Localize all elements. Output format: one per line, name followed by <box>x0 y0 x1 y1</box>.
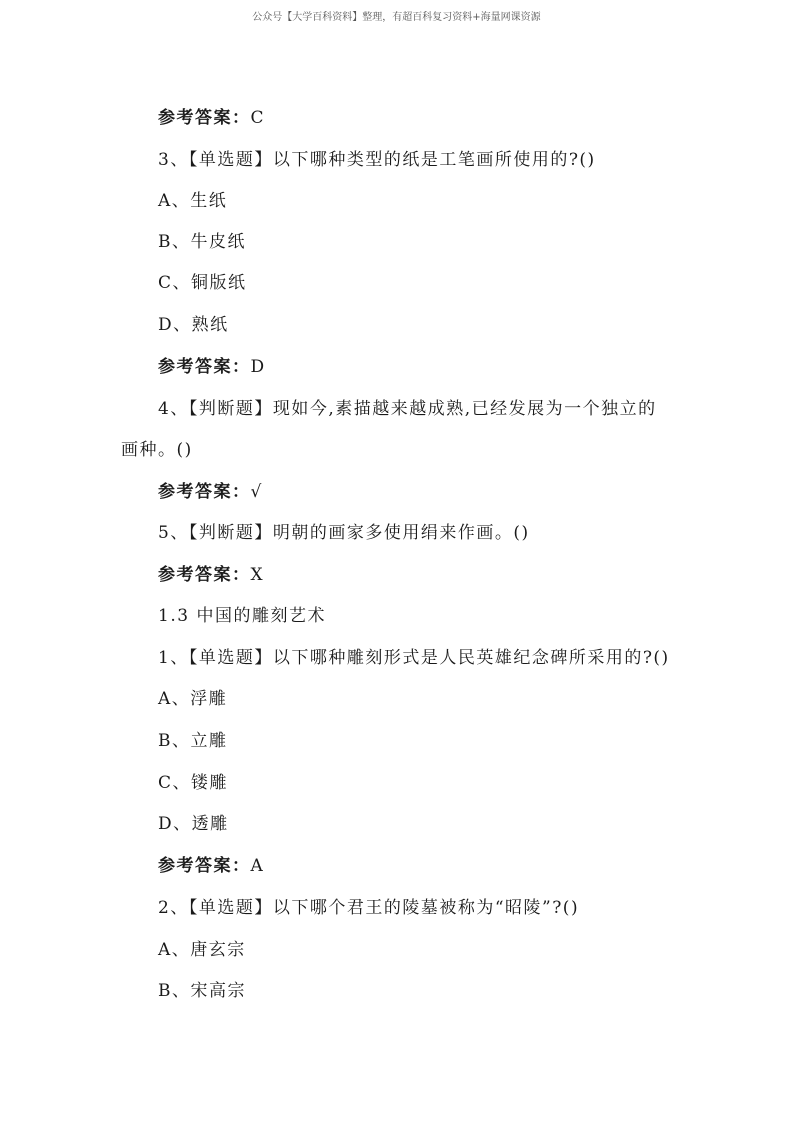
answer-label: 参考答案： <box>158 482 251 502</box>
answer-line <box>158 482 263 502</box>
option-b: B、宋高宗 <box>158 981 246 1001</box>
option-c: C、铜版纸 <box>158 273 247 293</box>
answer-value: X <box>250 565 265 585</box>
question-5: 5、【判断题】明朝的画家多使用绢来作画。() <box>158 523 530 543</box>
answer-value: √ <box>250 482 263 502</box>
question-s1: 1、【单选题】以下哪种雕刻形式是人民英雄纪念碑所采用的?() <box>158 648 670 668</box>
answer-line <box>158 357 266 377</box>
answer-label: 参考答案： <box>158 357 251 377</box>
option-a: A、浮雕 <box>158 689 228 709</box>
option-c: C、镂雕 <box>158 773 229 793</box>
option-d: D、熟纸 <box>158 315 229 335</box>
answer-line <box>158 108 265 128</box>
answer-value: C <box>250 108 266 128</box>
option-a: A、唐玄宗 <box>158 940 246 960</box>
section-heading: 1.3 中国的雕刻艺术 <box>158 606 326 626</box>
option-b: B、立雕 <box>158 731 228 751</box>
option-d: D、透雕 <box>158 814 229 834</box>
option-a: A、生纸 <box>158 191 228 211</box>
option-b: B、牛皮纸 <box>158 232 246 252</box>
answer-label: 参考答案： <box>158 856 251 876</box>
question-3: 3、【单选题】以下哪种类型的纸是工笔画所使用的?() <box>158 150 596 170</box>
answer-line <box>158 565 264 585</box>
answer-label: 参考答案： <box>158 108 251 128</box>
answer-label: 参考答案： <box>158 565 251 585</box>
question-4-line-2: 画种。() <box>121 440 193 460</box>
question-s2: 2、【单选题】以下哪个君王的陵墓被称为“昭陵”?() <box>158 898 580 918</box>
question-4-line-1: 4、【判断题】现如今,素描越来越成熟,已经发展为一个独立的 <box>158 399 657 419</box>
page-header: 公众号【大学百科资料】整理，有超百科复习资料+海量网课资源 <box>252 12 541 23</box>
answer-value: D <box>250 357 266 377</box>
answer-line <box>158 856 264 876</box>
answer-value: A <box>250 856 265 876</box>
